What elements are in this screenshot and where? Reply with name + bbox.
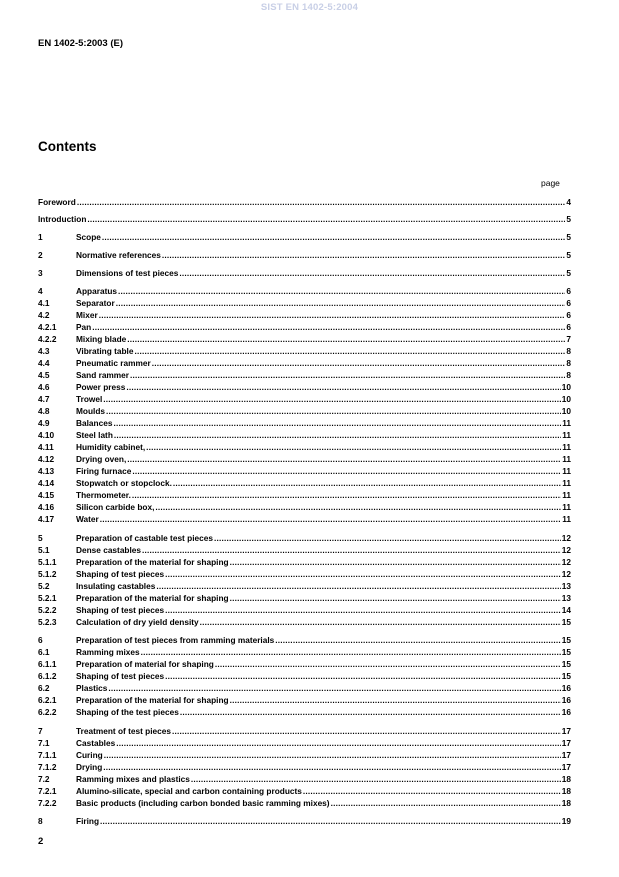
toc-dot-leader	[141, 647, 561, 658]
toc-dot-leader	[127, 454, 561, 465]
toc-entry-number: 4.13	[38, 466, 55, 476]
toc-entry[interactable]	[38, 214, 571, 225]
toc-entry[interactable]	[38, 593, 571, 604]
toc-entry-page: 6	[566, 298, 571, 308]
toc-entry-title: Trowel	[76, 394, 103, 404]
toc-entry-page: 16	[561, 695, 571, 705]
toc-dot-leader	[173, 478, 561, 489]
toc-entry-page: 6	[566, 286, 571, 296]
toc-entry-number: 5.1	[38, 545, 50, 555]
toc-entry-number: 4.4	[38, 358, 50, 368]
toc-entry[interactable]	[38, 286, 571, 297]
toc-entry-title: Preparation of material for shaping	[76, 659, 214, 669]
toc-entry-page: 16	[561, 707, 571, 717]
toc-entry[interactable]	[38, 762, 571, 773]
toc-entry[interactable]	[38, 490, 571, 501]
toc-entry-page: 11	[562, 442, 571, 452]
toc-entry-number: 4.2.2	[38, 334, 57, 344]
toc-entry-title: Silicon carbide box,	[76, 502, 155, 512]
toc-entry-page: 16	[561, 683, 571, 693]
toc-dot-leader	[142, 545, 561, 556]
toc-entry-number: 4.1	[38, 298, 50, 308]
toc-entry-title: Firing	[76, 816, 100, 826]
toc-entry-number: 4.2	[38, 310, 50, 320]
toc-entry-page: 15	[561, 617, 571, 627]
toc-dot-leader	[165, 605, 561, 616]
toc-entry[interactable]	[38, 750, 571, 761]
toc-dot-leader	[146, 442, 561, 453]
toc-entry-number: 4.15	[38, 490, 55, 500]
toc-entry-title: Introduction	[38, 214, 87, 224]
toc-entry-number: 6.2	[38, 683, 50, 693]
toc-entry-title: Basic products (including carbon bonded basic ramming mixes)	[76, 798, 330, 808]
toc-dot-leader	[87, 214, 565, 225]
toc-entry[interactable]	[38, 683, 571, 694]
toc-entry[interactable]	[38, 533, 571, 544]
toc-entry-title: Thermometer.	[76, 490, 131, 500]
toc-entry[interactable]	[38, 707, 571, 718]
toc-entry[interactable]	[38, 197, 571, 208]
toc-dot-leader	[92, 322, 565, 333]
toc-entry-number: 8	[38, 816, 43, 826]
toc-entry[interactable]	[38, 816, 571, 827]
toc-dot-leader	[230, 557, 561, 568]
toc-entry-page: 10	[561, 382, 571, 392]
toc-entry-page: 5	[566, 250, 571, 260]
toc-entry-number: 7.2.2	[38, 798, 57, 808]
toc-dot-leader	[165, 671, 561, 682]
toc-entry[interactable]	[38, 358, 571, 369]
toc-dot-leader	[113, 418, 561, 429]
toc-entry-number: 4.8	[38, 406, 50, 416]
toc-entry-page: 11	[562, 466, 571, 476]
toc-entry-number: 5.2.3	[38, 617, 57, 627]
toc-entry[interactable]	[38, 695, 571, 706]
toc-entry[interactable]	[38, 442, 571, 453]
toc-entry-number: 4.16	[38, 502, 55, 512]
toc-entry-title: Water	[76, 514, 99, 524]
toc-dot-leader	[200, 617, 561, 628]
toc-entry-title: Drying	[76, 762, 103, 772]
toc-dot-leader	[215, 659, 561, 670]
toc-entry-title: Insulating castables	[76, 581, 156, 591]
toc-entry-number: 6.1.1	[38, 659, 57, 669]
toc-entry-page: 11	[562, 430, 571, 440]
toc-entry-number: 6.2.1	[38, 695, 57, 705]
toc-entry-title: Preparation of the material for shaping	[76, 593, 229, 603]
toc-dot-leader	[114, 430, 561, 441]
toc-entry-number: 4.6	[38, 382, 50, 392]
toc-entry-page: 8	[566, 358, 571, 368]
toc-entry-number: 2	[38, 250, 43, 260]
toc-entry[interactable]	[38, 478, 571, 489]
toc-entry-number: 7.2.1	[38, 786, 57, 796]
toc-entry[interactable]	[38, 502, 571, 513]
toc-dot-leader	[77, 197, 566, 208]
toc-entry-number: 4.12	[38, 454, 55, 464]
toc-entry-number: 6.2.2	[38, 707, 57, 717]
toc-entry-number: 4.3	[38, 346, 50, 356]
toc-entry-page: 11	[562, 514, 571, 524]
toc-entry-number: 5.2.2	[38, 605, 57, 615]
toc-entry[interactable]	[38, 514, 571, 525]
toc-entry-number: 3	[38, 268, 43, 278]
toc-entry-number: 4	[38, 286, 43, 296]
toc-entry-number: 4.17	[38, 514, 55, 524]
toc-entry-page: 12	[561, 569, 571, 579]
toc-entry-title: Curing	[76, 750, 103, 760]
toc-entry[interactable]	[38, 394, 571, 405]
toc-entry[interactable]	[38, 545, 571, 556]
toc-entry-number: 1	[38, 232, 43, 242]
toc-dot-leader	[230, 593, 561, 604]
toc-entry-page: 15	[561, 647, 571, 657]
toc-dot-leader	[108, 683, 560, 694]
toc-entry-number: 4.11	[38, 442, 54, 452]
toc-entry[interactable]	[38, 322, 571, 333]
toc-dot-leader	[155, 502, 561, 513]
toc-entry-number: 4.14	[38, 478, 55, 488]
toc-dot-leader	[191, 774, 561, 785]
toc-dot-leader	[126, 382, 560, 393]
toc-entry-number: 7.1.1	[38, 750, 57, 760]
toc-entry[interactable]	[38, 659, 571, 670]
toc-entry-number: 4.7	[38, 394, 50, 404]
toc-entry-page: 19	[561, 816, 571, 826]
toc-dot-leader	[100, 816, 561, 827]
toc-entry[interactable]	[38, 617, 571, 628]
toc-entry-page: 5	[566, 232, 571, 242]
toc-entry-title: Sand rammer	[76, 370, 130, 380]
toc-entry-page: 8	[566, 346, 571, 356]
toc-entry-title: Dense castables	[76, 545, 142, 555]
toc-entry-number: 4.2.1	[38, 322, 57, 332]
toc-entry-page: 18	[561, 774, 571, 784]
toc-entry-title: Balances	[76, 418, 113, 428]
toc-entry-page: 6	[566, 310, 571, 320]
toc-dot-leader	[172, 726, 561, 737]
toc-entry[interactable]	[38, 581, 571, 592]
toc-dot-leader	[116, 738, 561, 749]
toc-dot-leader	[103, 762, 560, 773]
toc-entry-title: Preparation of castable test pieces	[76, 533, 213, 543]
toc-entry-title: Separator	[76, 298, 115, 308]
toc-dot-leader	[100, 514, 561, 525]
toc-entry-title: Ramming mixes	[76, 647, 140, 657]
toc-entry-page: 18	[561, 798, 571, 808]
toc-entry[interactable]	[38, 726, 571, 737]
toc-entry-title: Shaping of test pieces	[76, 569, 165, 579]
toc-entry-number: 6.1.2	[38, 671, 57, 681]
toc-entry-page: 8	[566, 370, 571, 380]
toc-dot-leader	[103, 394, 560, 405]
toc-entry[interactable]	[38, 250, 571, 261]
toc-entry[interactable]	[38, 671, 571, 682]
toc-entry[interactable]	[38, 798, 571, 809]
toc-entry-title: Drying oven,	[76, 454, 127, 464]
toc-entry-title: Dimensions of test pieces	[76, 268, 179, 278]
toc-dot-leader	[102, 232, 565, 243]
toc-dot-leader	[132, 490, 561, 501]
toc-entry-title: Normative references	[76, 250, 161, 260]
toc-entry[interactable]	[38, 310, 571, 321]
toc-entry[interactable]	[38, 334, 571, 345]
toc-entry-page: 11	[562, 418, 571, 428]
toc-entry[interactable]	[38, 569, 571, 580]
toc-dot-leader	[303, 786, 561, 797]
toc-entry-title: Scope	[76, 232, 101, 242]
toc-entry-page: 7	[566, 334, 571, 344]
toc-entry-title: Moulds	[76, 406, 106, 416]
toc-entry-page: 14	[561, 605, 571, 615]
toc-entry-page: 13	[561, 581, 571, 591]
toc-entry-page: 15	[561, 671, 571, 681]
toc-entry-number: 7.1.2	[38, 762, 57, 772]
toc-entry-page: 17	[561, 726, 571, 736]
toc-entry-number: 4.10	[38, 430, 55, 440]
toc-entry-title: Power press	[76, 382, 126, 392]
toc-dot-leader	[180, 707, 561, 718]
toc-entry-title: Ramming mixes and plastics	[76, 774, 190, 784]
toc-entry-page: 12	[561, 557, 571, 567]
toc-entry[interactable]	[38, 557, 571, 568]
toc-entry[interactable]	[38, 370, 571, 381]
toc-entry[interactable]	[38, 786, 571, 797]
toc-entry-page: 12	[561, 545, 571, 555]
toc-dot-leader	[179, 268, 565, 279]
toc-entry-number: 4.9	[38, 418, 50, 428]
toc-entry[interactable]	[38, 382, 571, 393]
toc-entry[interactable]	[38, 466, 571, 477]
toc-entry-title: Apparatus	[76, 286, 118, 296]
toc-entry[interactable]	[38, 430, 571, 441]
toc-entry-number: 5.1.2	[38, 569, 57, 579]
toc-entry-number: 5.2.1	[38, 593, 57, 603]
toc-entry-number: 5.2	[38, 581, 50, 591]
toc-entry-page: 17	[561, 750, 571, 760]
toc-entry-title: Preparation of test pieces from ramming materials	[76, 635, 275, 645]
toc-entry[interactable]	[38, 605, 571, 616]
toc-entry-title: Stopwatch or stopclock.	[76, 478, 172, 488]
toc-entry-title: Preparation of the material for shaping	[76, 557, 229, 567]
toc-entry-page: 10	[561, 394, 571, 404]
toc-entry-title: Pan	[76, 322, 92, 332]
toc-dot-leader	[127, 334, 565, 345]
toc-entry-title: Calculation of dry yield density	[76, 617, 199, 627]
toc-entry-title: Mixer	[76, 310, 98, 320]
toc-entry[interactable]	[38, 418, 571, 429]
toc-entry-title: Castables	[76, 738, 116, 748]
toc-entry-title: Alumino-silicate, special and carbon containing products	[76, 786, 302, 796]
toc-entry-page: 12	[561, 533, 571, 543]
toc-dot-leader	[134, 346, 565, 357]
toc-entry-page: 5	[566, 268, 571, 278]
toc-entry-page: 15	[561, 635, 571, 645]
toc-dot-leader	[331, 798, 561, 809]
toc-entry-page: 5	[566, 214, 571, 224]
toc-entry-page: 6	[566, 322, 571, 332]
toc-entry-number: 5	[38, 533, 43, 543]
toc-dot-leader	[152, 358, 566, 369]
toc-dot-leader	[106, 406, 561, 417]
toc-dot-leader	[130, 370, 565, 381]
toc-entry-page: 11	[562, 454, 571, 464]
toc-entry-title: Pneumatic rammer	[76, 358, 151, 368]
toc-entry[interactable]	[38, 298, 571, 309]
toc-entry-title: Humidity cabinet,	[76, 442, 146, 452]
toc-entry[interactable]	[38, 738, 571, 749]
toc-entry-number: 7.2	[38, 774, 50, 784]
toc-entry[interactable]	[38, 454, 571, 465]
toc-dot-leader	[156, 581, 560, 592]
toc-entry-page: 17	[561, 738, 571, 748]
toc-entry-number: 5.1.1	[38, 557, 57, 567]
toc-dot-leader	[118, 286, 565, 297]
toc-entry-title: Mixing blade	[76, 334, 127, 344]
toc-dot-leader	[162, 250, 566, 261]
toc-entry-title: Firing furnace	[76, 466, 132, 476]
toc-entry[interactable]	[38, 346, 571, 357]
toc-entry-page: 10	[561, 406, 571, 416]
toc-entry-page: 17	[561, 762, 571, 772]
toc-dot-leader	[104, 750, 561, 761]
toc-entry-title: Treatment of test pieces	[76, 726, 171, 736]
toc-dot-leader	[116, 298, 566, 309]
toc-entry[interactable]	[38, 232, 571, 243]
toc-entry-title: Shaping of test pieces	[76, 605, 165, 615]
toc-dot-leader	[132, 466, 561, 477]
toc-entry[interactable]	[38, 635, 571, 646]
toc-entry[interactable]	[38, 647, 571, 658]
toc-entry-page: 13	[561, 593, 571, 603]
toc-dot-leader	[165, 569, 561, 580]
toc-entry-title: Shaping of the test pieces	[76, 707, 179, 717]
footer-page-number: 2	[38, 836, 44, 847]
toc-entry-title: Preparation of the material for shaping	[76, 695, 229, 705]
toc-entry-page: 15	[561, 659, 571, 669]
toc-entry-page: 18	[561, 786, 571, 796]
toc-entry-title: Shaping of test pieces	[76, 671, 165, 681]
toc-entry-page: 11	[562, 490, 571, 500]
page-column-label: page	[541, 178, 560, 188]
toc-dot-leader	[275, 635, 560, 646]
toc-entry-page: 4	[566, 197, 571, 207]
toc-entry[interactable]	[38, 268, 571, 279]
toc-entry-number: 4.5	[38, 370, 50, 380]
document-id: EN 1402-5:2003 (E)	[38, 38, 124, 49]
toc-entry-page: 11	[562, 478, 571, 488]
toc-entry-number: 6.1	[38, 647, 50, 657]
toc-entry-title: Steel lath	[76, 430, 113, 440]
page-title: Contents	[38, 139, 97, 154]
toc-entry-number: 7	[38, 726, 43, 736]
toc-dot-leader	[230, 695, 561, 706]
toc-entry-page: 11	[562, 502, 571, 512]
toc-entry-title: Plastics	[76, 683, 108, 693]
toc-dot-leader	[214, 533, 561, 544]
toc-entry-number: 7.1	[38, 738, 50, 748]
toc-entry-number: 6	[38, 635, 43, 645]
toc-entry[interactable]	[38, 774, 571, 785]
toc-entry-title: Foreword	[38, 197, 76, 207]
toc-entry[interactable]	[38, 406, 571, 417]
toc-entry-title: Vibrating table	[76, 346, 134, 356]
toc-dot-leader	[99, 310, 566, 321]
watermark: SIST EN 1402-5:2004	[260, 2, 359, 13]
